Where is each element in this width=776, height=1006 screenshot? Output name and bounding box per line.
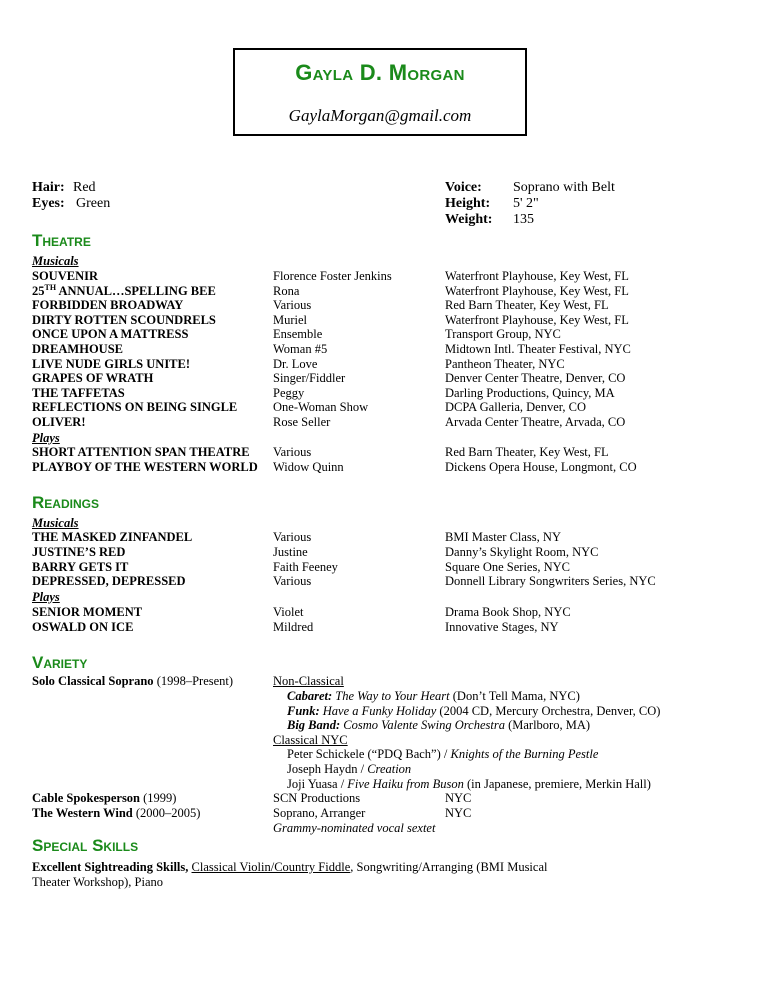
venue: Red Barn Theater, Key West, FL [445, 298, 609, 312]
table-row [0, 386, 776, 401]
height-value: 5' 2" [513, 196, 539, 211]
role: Muriel [273, 313, 308, 327]
role: Various [273, 574, 312, 588]
show-title: SOUVENIR [32, 269, 98, 283]
western-wind-note: Grammy-nominated vocal sextet [273, 821, 436, 835]
role: Dr. Love [273, 357, 318, 371]
role: Peggy [273, 386, 305, 400]
table-row [0, 342, 776, 357]
table-row [0, 620, 776, 635]
voice-value: Soprano with Belt [513, 180, 615, 195]
venue: Midtown Intl. Theater Festival, NYC [445, 342, 631, 356]
table-row [0, 313, 776, 328]
show-title: 25TH ANNUAL…SPELLING BEE [32, 282, 216, 298]
table-row [0, 791, 776, 806]
venue: Dickens Opera House, Longmont, CO [445, 460, 637, 474]
show-title: REFLECTIONS ON BEING SINGLE [32, 400, 238, 414]
venue: Waterfront Playhouse, Key West, FL [445, 269, 629, 283]
voice-label: Voice: [445, 180, 482, 195]
table-row [0, 605, 776, 620]
show-title: THE TAFFETAS [32, 386, 125, 400]
show-title: DREAMHOUSE [32, 342, 123, 356]
role: One-Woman Show [273, 400, 369, 414]
venue: Red Barn Theater, Key West, FL [445, 445, 609, 459]
table-row [0, 460, 776, 475]
cable-entry: Cable Spokesperson (1999) [32, 791, 177, 805]
role: Various [273, 298, 312, 312]
role: Justine [273, 545, 308, 559]
venue: Donnell Library Songwriters Series, NYC [445, 574, 656, 588]
venue: Waterfront Playhouse, Key West, FL [445, 313, 629, 327]
readings-musicals-label: Musicals [32, 516, 79, 530]
hair-label: Hair: [32, 180, 65, 195]
show-title: GRAPES OF WRATH [32, 371, 154, 385]
skills-line-1: Excellent Sightreading Skills, Classical Violin/Country Fiddle, Songwriting/Arranging (BMI Musical [32, 860, 548, 874]
venue: Arvada Center Theatre, Arvada, CO [445, 415, 626, 429]
table-row [0, 269, 776, 284]
classical-nyc-label: Classical NYC [273, 733, 348, 747]
theatre-heading: Theatre [32, 231, 91, 250]
venue: DCPA Galleria, Denver, CO [445, 400, 587, 414]
table-row [0, 806, 776, 821]
role: Violet [273, 605, 304, 619]
western-wind-entry: The Western Wind (2000–2005) [32, 806, 201, 820]
role: Faith Feeney [273, 560, 338, 574]
show-title: DEPRESSED, DEPRESSED [32, 574, 186, 588]
venue: Square One Series, NYC [445, 560, 570, 574]
show-title: PLAYBOY OF THE WESTERN WORLD [32, 460, 258, 474]
show-title: BARRY GETS IT [32, 560, 129, 574]
role: Ensemble [273, 327, 323, 341]
height-label: Height: [445, 196, 491, 211]
role: Various [273, 445, 312, 459]
role: Various [273, 530, 312, 544]
venue: Denver Center Theatre, Denver, CO [445, 371, 626, 385]
role: Singer/Fiddler [273, 371, 346, 385]
skills-line-2: Theater Workshop), Piano [32, 875, 164, 889]
readings-heading: Readings [32, 493, 99, 512]
readings-plays-label: Plays [32, 590, 60, 604]
show-title: DIRTY ROTTEN SCOUNDRELS [32, 313, 216, 327]
funk-line: Funk: Have a Funky Holiday (2004 CD, Mercury Orchestra, Denver, CO) [287, 704, 661, 718]
venue: BMI Master Class, NY [445, 530, 561, 544]
show-title: SENIOR MOMENT [32, 605, 143, 619]
hair-value: Red [73, 180, 96, 195]
table-row [0, 574, 776, 589]
role: Woman #5 [273, 342, 328, 356]
show-title: JUSTINE’S RED [32, 545, 126, 559]
table-row [0, 284, 776, 299]
eyes-label: Eyes: [32, 196, 65, 211]
special-skills-heading: Special Skills [32, 836, 139, 855]
show-title: ONCE UPON A MATTRESS [32, 327, 189, 341]
table-row [0, 545, 776, 560]
role: Mildred [273, 620, 314, 634]
venue: Pantheon Theater, NYC [445, 357, 565, 371]
show-title: LIVE NUDE GIRLS UNITE! [32, 357, 191, 371]
role: Widow Quinn [273, 460, 344, 474]
cabaret-line: Cabaret: The Way to Your Heart (Don’t Tell Mama, NYC) [287, 689, 580, 703]
eyes-value: Green [76, 196, 111, 211]
table-row [0, 400, 776, 415]
cable-role: SCN Productions [273, 791, 361, 805]
theatre-musicals-label: Musicals [32, 254, 79, 268]
show-title: FORBIDDEN BROADWAY [32, 298, 184, 312]
table-row [0, 560, 776, 575]
name-box [233, 48, 527, 136]
western-wind-location: NYC [445, 806, 472, 820]
venue: Waterfront Playhouse, Key West, FL [445, 284, 629, 298]
yuasa-line: Joji Yuasa / Five Haiku from Buson (in Japanese, premiere, Merkin Hall) [287, 777, 651, 791]
role: Florence Foster Jenkins [273, 269, 392, 283]
table-row [0, 357, 776, 372]
theatre-plays-label: Plays [32, 431, 60, 445]
cable-location: NYC [445, 791, 472, 805]
schickele-line: Peter Schickele (“PDQ Bach”) / Knights of the Burning Pestle [287, 747, 599, 761]
show-title: OLIVER! [32, 415, 86, 429]
weight-label: Weight: [445, 212, 493, 227]
non-classical-label: Non-Classical [273, 674, 344, 688]
show-title: THE MASKED ZINFANDEL [32, 530, 193, 544]
solo-soprano-entry: Solo Classical Soprano (1998–Present) [32, 674, 234, 688]
show-title: OSWALD ON ICE [32, 620, 134, 634]
table-row [0, 371, 776, 386]
table-row [0, 445, 776, 460]
show-title: SHORT ATTENTION SPAN THEATRE [32, 445, 250, 459]
big-band-line: Big Band: Cosmo Valente Swing Orchestra (Marlboro, MA) [287, 718, 591, 732]
venue: Drama Book Shop, NYC [445, 605, 571, 619]
venue: Innovative Stages, NY [445, 620, 559, 634]
venue: Danny’s Skylight Room, NYC [445, 545, 599, 559]
role: Rona [273, 284, 300, 298]
table-row [0, 415, 776, 430]
weight-value: 135 [513, 212, 534, 227]
haydn-line: Joseph Haydn / Creation [287, 762, 412, 776]
table-row [0, 298, 776, 313]
venue: Transport Group, NYC [445, 327, 561, 341]
email-address[interactable]: GaylaMorgan@gmail.com [288, 106, 472, 125]
role: Rose Seller [273, 415, 331, 429]
performer-name: Gayla D. Morgan [295, 60, 465, 85]
western-wind-role: Soprano, Arranger [273, 806, 366, 820]
venue: Darling Productions, Quincy, MA [445, 386, 615, 400]
variety-heading: Variety [32, 653, 88, 672]
table-row [0, 327, 776, 342]
table-row [0, 530, 776, 545]
